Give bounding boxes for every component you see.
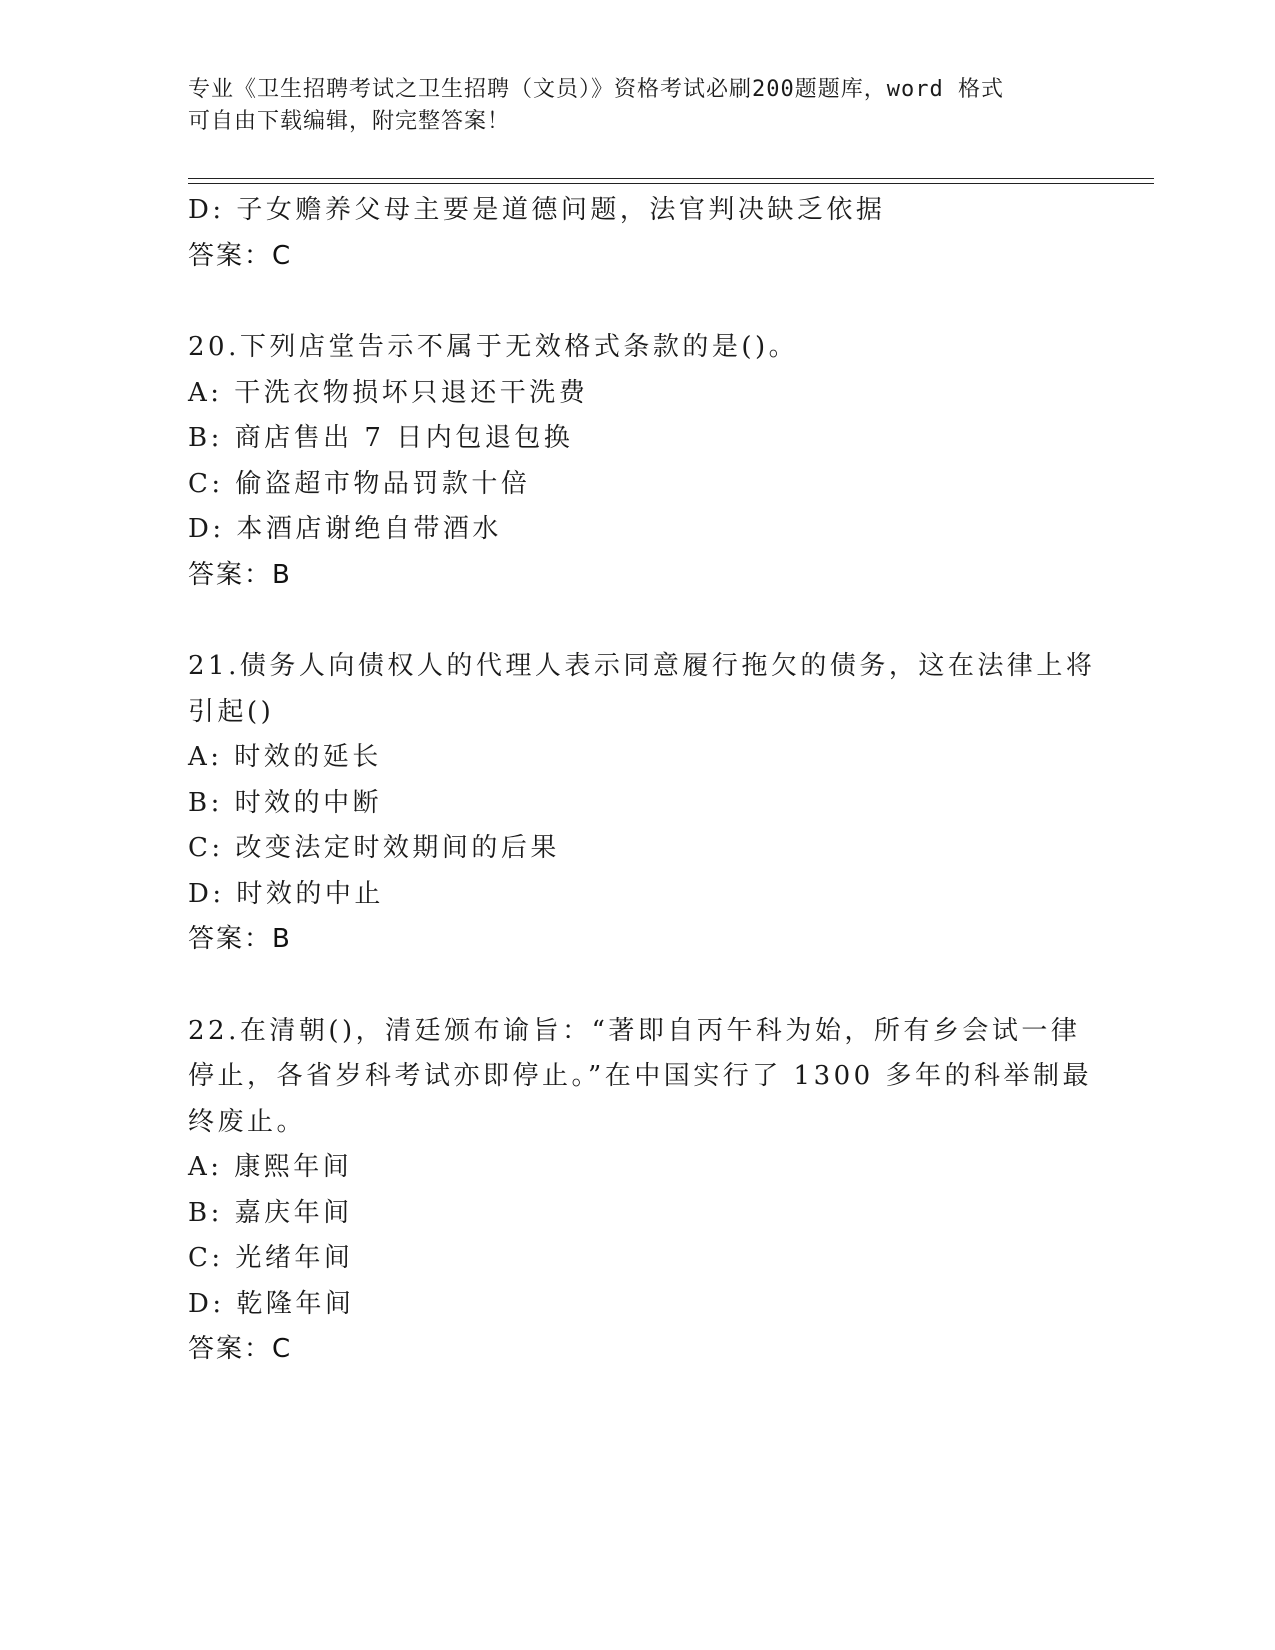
option-b: B: 时效的中断 [188, 787, 383, 818]
option-a: A: 干洗衣物损坏只退还干洗费 [188, 377, 589, 408]
option-c: C: 偷盗超市物品罚款十倍 [188, 468, 531, 499]
option-d: D: 乾隆年间 [188, 1288, 355, 1319]
spacer [188, 963, 1088, 1009]
question-block-19-continued [188, 188, 1088, 279]
answer-line: 答案：B [188, 924, 292, 954]
option-a: A: 时效的延长 [188, 742, 382, 772]
header-rule-top [188, 178, 1154, 179]
answer-line: 答案：B [188, 559, 292, 590]
spacer [188, 279, 1088, 325]
page-header [188, 74, 1068, 138]
answer-line: 答案：C [188, 1334, 293, 1364]
question-block-22 [188, 1009, 1092, 1373]
spacer [188, 598, 1088, 644]
option-b: B: 商店售出 7 日内包退包换 [188, 423, 574, 453]
option-d: D: 时效的中止 [188, 878, 384, 909]
option-c: C: 光绪年间 [188, 1243, 354, 1273]
answer-line: 答案：C [188, 240, 293, 271]
header-line-1: 专业《卫生招聘考试之卫生招聘（文员）》资格考试必刷200题题库，word 格式 [188, 77, 1004, 102]
question-stem-continued: 停止，各省岁科考试亦即停止。”在中国实行了 1300 多年的科举制最 [188, 1061, 1092, 1091]
option-d: D: 本酒店谢绝自带酒水 [188, 514, 502, 544]
question-stem: 21.债务人向债权人的代理人表示同意履行拖欠的债务，这在法律上将 [188, 651, 1096, 681]
option-b: B: 嘉庆年间 [188, 1197, 353, 1228]
question-block-20 [188, 325, 1088, 598]
option-a: A: 康熙年间 [188, 1152, 353, 1182]
question-stem-continued: 引起() [188, 696, 275, 727]
option-d: D: 子女赡养父母主要是道德问题，法官判决缺乏依据 [188, 195, 886, 225]
question-block-21 [188, 644, 1096, 963]
question-stem: 20.下列店堂告示不属于无效格式条款的是()。 [188, 332, 799, 362]
question-list [188, 188, 1096, 1373]
header-line-2: 可自由下载编辑，附完整答案！ [188, 109, 511, 134]
option-c: C: 改变法定时效期间的后果 [188, 833, 560, 863]
header-rule-bottom [188, 183, 1154, 184]
question-stem: 22.在清朝()，清廷颁布谕旨：“著即自丙午科为始，所有乡会试一律 [188, 1015, 1081, 1046]
question-stem-continued: 终废止。 [188, 1106, 307, 1137]
